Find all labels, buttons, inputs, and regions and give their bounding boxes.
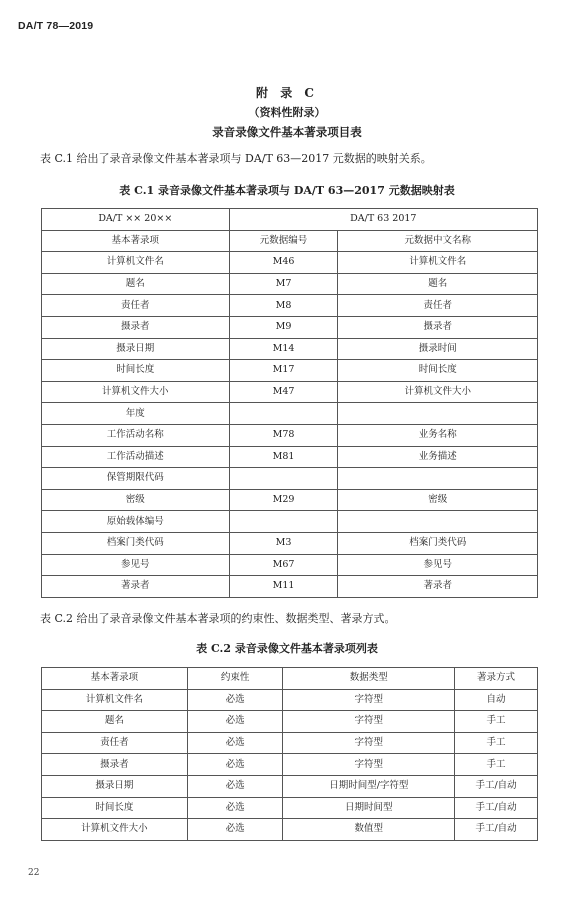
column-header: 基本著录项	[42, 668, 188, 690]
table-cell: 计算机文件名	[42, 689, 188, 711]
table-cell: 计算机文件名	[42, 252, 230, 274]
table-cell: 时间长度	[42, 360, 230, 382]
table-cell: 手工/自动	[455, 797, 538, 819]
table1-caption: 表 C.1 录音录像文件基本著录项与 DA/T 63—2017 元数据映射表	[119, 184, 455, 197]
table-cell: 责任者	[42, 295, 230, 317]
standard-id: DA/T 78—2019	[18, 20, 94, 32]
table-cell: 摄录者	[42, 754, 188, 776]
column-header: 元数据编号	[229, 230, 338, 252]
table-cell: 档案门类代码	[338, 532, 538, 554]
table-row	[42, 689, 538, 711]
group-header-right: DA/T 63 2017	[229, 209, 537, 231]
table-cell: 责任者	[338, 295, 538, 317]
appendix-type: （资料性附录）	[248, 106, 326, 119]
table-cell: 计算机文件名	[338, 252, 538, 274]
table-cell: 手工	[455, 732, 538, 754]
table-cell: 必选	[187, 754, 283, 776]
table-cell: 计算机文件大小	[338, 381, 538, 403]
table-row	[42, 511, 538, 533]
table-cell: 著录者	[338, 576, 538, 598]
table-row	[42, 338, 538, 360]
table-cell: 摄录时间	[338, 338, 538, 360]
table-cell: M17	[229, 360, 338, 382]
table-row	[42, 732, 538, 754]
table-cell: 必选	[187, 732, 283, 754]
table1-header-row	[42, 230, 538, 252]
table-cell: 题名	[338, 273, 538, 295]
table-row	[42, 273, 538, 295]
table-cell: 必选	[187, 711, 283, 733]
table2-caption: 表 C.2 录音录像文件基本著录项列表	[196, 642, 378, 655]
table-row	[42, 446, 538, 468]
appendix-title: 附 录 C	[256, 86, 318, 100]
table-row	[42, 576, 538, 598]
table-cell: M67	[229, 554, 338, 576]
table-cell: 必选	[187, 689, 283, 711]
table-cell: 摄录者	[42, 316, 230, 338]
table-cell: 手工/自动	[455, 775, 538, 797]
table-cell: M11	[229, 576, 338, 598]
table-cell: 字符型	[283, 754, 455, 776]
table-row	[42, 360, 538, 382]
table-cell: 原始载体编号	[42, 511, 230, 533]
group-header-left: DA/T ×× 20××	[42, 209, 230, 231]
table-cell: 手工/自动	[455, 819, 538, 841]
table-cell: 时间长度	[338, 360, 538, 382]
table-cell: 手工	[455, 754, 538, 776]
table-cell: 必选	[187, 797, 283, 819]
table-cell: 参见号	[338, 554, 538, 576]
mapping-table	[41, 208, 538, 598]
table-cell: 手工	[455, 711, 538, 733]
page-number: 22	[28, 868, 40, 878]
column-header: 约束性	[187, 668, 283, 690]
table-cell: 题名	[42, 711, 188, 733]
attribute-table	[41, 667, 538, 841]
table2-header-row	[42, 668, 538, 690]
table-row	[42, 754, 538, 776]
table-cell	[338, 511, 538, 533]
table-cell: 摄录者	[338, 316, 538, 338]
column-header: 基本著录项	[42, 230, 230, 252]
table-row	[42, 532, 538, 554]
column-header: 数据类型	[283, 668, 455, 690]
table-cell: 字符型	[283, 711, 455, 733]
table1-group-header-row	[42, 209, 538, 231]
table-row	[42, 295, 538, 317]
table-cell: 必选	[187, 819, 283, 841]
table-cell: 业务描述	[338, 446, 538, 468]
table-cell: M29	[229, 489, 338, 511]
column-header: 元数据中文名称	[338, 230, 538, 252]
table-row	[42, 489, 538, 511]
table-cell: 责任者	[42, 732, 188, 754]
column-header: 著录方式	[455, 668, 538, 690]
table-cell: 计算机文件大小	[42, 381, 230, 403]
table-cell: 著录者	[42, 576, 230, 598]
table-cell: 日期时间型	[283, 797, 455, 819]
table-cell: M8	[229, 295, 338, 317]
table-row	[42, 797, 538, 819]
table-cell: 自动	[455, 689, 538, 711]
table-row	[42, 403, 538, 425]
intro-paragraph-2: 表 C.2 给出了录音录像文件基本著录项的约束性、数据类型、著录方式。	[40, 612, 396, 625]
table-row	[42, 424, 538, 446]
table-cell: 参见号	[42, 554, 230, 576]
table-cell: M47	[229, 381, 338, 403]
table-cell: M7	[229, 273, 338, 295]
table-cell	[229, 468, 338, 490]
table-cell	[338, 468, 538, 490]
table-row	[42, 316, 538, 338]
table-cell: M3	[229, 532, 338, 554]
table-cell: 工作活动描述	[42, 446, 230, 468]
table-cell	[229, 403, 338, 425]
table-cell: 密级	[42, 489, 230, 511]
table-row	[42, 468, 538, 490]
table-cell: M9	[229, 316, 338, 338]
table-cell: 业务名称	[338, 424, 538, 446]
table-cell: 保管期限代码	[42, 468, 230, 490]
table-cell: 档案门类代码	[42, 532, 230, 554]
table-cell: 密级	[338, 489, 538, 511]
table-cell: M81	[229, 446, 338, 468]
table-cell: 摄录日期	[42, 775, 188, 797]
table-cell: 题名	[42, 273, 230, 295]
table-row	[42, 775, 538, 797]
table-row	[42, 554, 538, 576]
table-cell: M46	[229, 252, 338, 274]
table-cell: 必选	[187, 775, 283, 797]
table-cell	[229, 511, 338, 533]
table-cell: M78	[229, 424, 338, 446]
table-row	[42, 381, 538, 403]
table-cell: 摄录日期	[42, 338, 230, 360]
table-row	[42, 711, 538, 733]
intro-paragraph-1: 表 C.1 给出了录音录像文件基本著录项与 DA/T 63—2017 元数据的映射关系。	[40, 152, 432, 165]
table-cell: 日期时间型/字符型	[283, 775, 455, 797]
table-row	[42, 252, 538, 274]
table-cell: M14	[229, 338, 338, 360]
table-cell: 字符型	[283, 732, 455, 754]
table-cell: 时间长度	[42, 797, 188, 819]
table-cell: 年度	[42, 403, 230, 425]
table-cell	[338, 403, 538, 425]
table-cell: 工作活动名称	[42, 424, 230, 446]
table-cell: 计算机文件大小	[42, 819, 188, 841]
appendix-name: 录音录像文件基本著录项目表	[212, 125, 362, 139]
table-cell: 数值型	[283, 819, 455, 841]
table-cell: 字符型	[283, 689, 455, 711]
table-row	[42, 819, 538, 841]
